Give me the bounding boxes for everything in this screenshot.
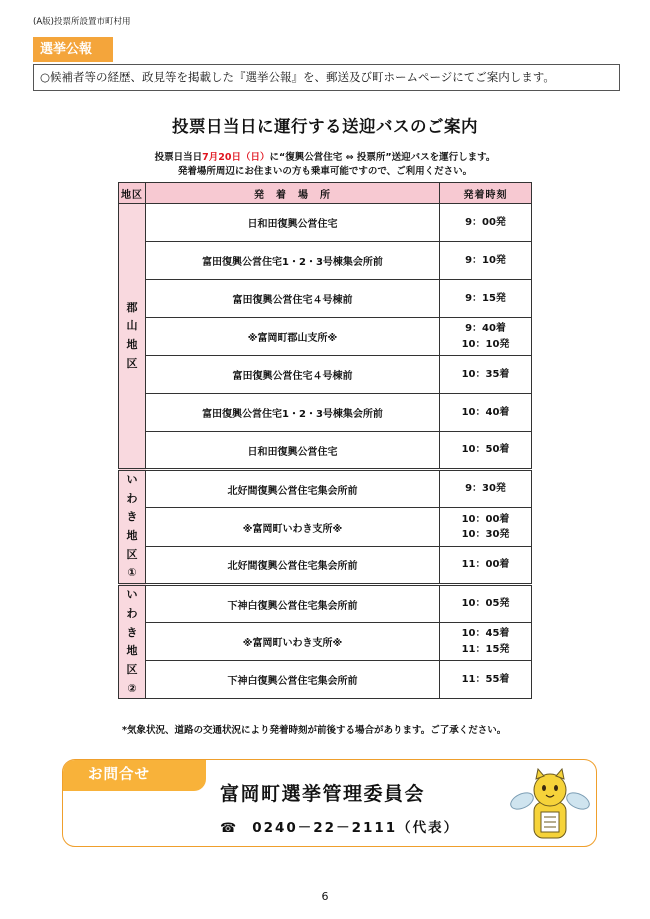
table-row bbox=[119, 242, 532, 280]
time-value: 10：40着 bbox=[461, 406, 510, 418]
area-char: 山 bbox=[126, 319, 138, 333]
place-cell: 下神白復興公営住宅集会所前 bbox=[146, 585, 440, 623]
place-cell: 下神白復興公営住宅集会所前 bbox=[146, 661, 440, 699]
time-value: 10：35着 bbox=[461, 368, 510, 380]
time-value: 10：50着 bbox=[461, 444, 510, 456]
time-value: 9：10発 bbox=[465, 254, 506, 266]
area-char: 区 bbox=[126, 356, 138, 370]
mascot-illustration bbox=[508, 768, 592, 842]
page-number: 6 bbox=[321, 890, 329, 903]
area-char: 地 bbox=[126, 644, 138, 658]
time-value: 11：15発 bbox=[461, 643, 510, 655]
place-cell: 富田復興公営住宅４号棟前 bbox=[146, 280, 440, 318]
place-cell: 北好間復興公営住宅集会所前 bbox=[146, 546, 440, 584]
phone-number: 0240－22－2111（代表） bbox=[252, 820, 460, 836]
publication-label: 選挙公報 bbox=[33, 37, 113, 62]
header-area: 地区 bbox=[119, 183, 146, 204]
time-value: 11：00着 bbox=[461, 559, 510, 571]
table-row bbox=[119, 356, 532, 394]
table-body bbox=[119, 204, 532, 699]
area-char: い bbox=[126, 588, 138, 602]
intro-line-2: 発着場所周辺にお住まいの方も乗車可能ですので、ご利用ください。 bbox=[177, 166, 473, 177]
area-char: き bbox=[126, 510, 138, 524]
area-char: き bbox=[126, 625, 138, 639]
place-cell: 富田復興公営住宅４号棟前 bbox=[146, 356, 440, 394]
place-cell: ※富岡町郡山支所※ bbox=[146, 318, 440, 356]
area-char: 郡 bbox=[126, 300, 138, 314]
contact-label: お問合せ bbox=[63, 760, 206, 791]
table-header-row bbox=[119, 183, 532, 204]
time-cell bbox=[440, 546, 532, 584]
place-cell: 富田復興公営住宅1・2・3号棟集会所前 bbox=[146, 394, 440, 432]
time-cell bbox=[440, 432, 532, 470]
time-value: 9：30発 bbox=[465, 483, 506, 495]
time-cell bbox=[440, 394, 532, 432]
area-char: わ bbox=[126, 606, 138, 620]
time-cell bbox=[440, 280, 532, 318]
page-title: 投票日当日に運行する送迎バスのご案内 bbox=[172, 117, 478, 136]
table-row bbox=[119, 508, 532, 546]
area-cell bbox=[119, 204, 146, 470]
intro-suffix: に“復興公営住宅 ⇔ 投票所”送迎バスを運行します。 bbox=[269, 152, 496, 163]
table-row bbox=[119, 280, 532, 318]
place-cell: 北好間復興公営住宅集会所前 bbox=[146, 470, 440, 508]
time-cell bbox=[440, 470, 532, 508]
header-note: (A版)投票所設置市町村用 bbox=[33, 17, 131, 27]
phone-line bbox=[220, 816, 459, 836]
time-value: 10：00着 bbox=[461, 513, 510, 525]
time-cell bbox=[440, 508, 532, 546]
area-char: 区 bbox=[126, 662, 138, 676]
table-row bbox=[119, 623, 532, 661]
table-row bbox=[119, 318, 532, 356]
area-char: い bbox=[126, 473, 138, 486]
time-cell bbox=[440, 661, 532, 699]
time-cell bbox=[440, 356, 532, 394]
time-cell bbox=[440, 204, 532, 242]
telephone-icon: ☎ bbox=[220, 821, 239, 836]
time-value: 10：45着 bbox=[461, 628, 510, 640]
time-cell bbox=[440, 242, 532, 280]
place-cell: ※富岡町いわき支所※ bbox=[146, 623, 440, 661]
area-char: ① bbox=[127, 566, 137, 580]
table-row bbox=[119, 661, 532, 699]
time-cell bbox=[440, 585, 532, 623]
publication-text: ○候補者等の経歴、政見等を掲載した『選挙公報』を、郵送及び町ホームページにてご案内します。 bbox=[33, 64, 620, 91]
intro-prefix: 投票日当日 bbox=[154, 152, 203, 163]
time-value: 9：40着 bbox=[465, 323, 506, 334]
time-value: 10：05発 bbox=[461, 598, 510, 610]
area-cell bbox=[119, 470, 146, 585]
time-value: 10：30発 bbox=[461, 529, 510, 541]
header-place: 発 着 場 所 bbox=[146, 183, 440, 204]
place-cell: ※富岡町いわき支所※ bbox=[146, 508, 440, 546]
area-char: 地 bbox=[126, 338, 138, 351]
area-char: わ bbox=[126, 491, 138, 505]
time-value: 9：15発 bbox=[465, 292, 506, 304]
place-cell: 日和田復興公営住宅 bbox=[146, 432, 440, 470]
table-row bbox=[119, 585, 532, 623]
header-time: 発着時刻 bbox=[440, 183, 532, 204]
time-value: 10：10発 bbox=[461, 338, 510, 350]
time-value: 11：55着 bbox=[461, 673, 510, 685]
footnote: *気象状況、道路の交通状況により発着時刻が前後する場合があります。ご了承ください。 bbox=[122, 725, 507, 736]
area-char: 地 bbox=[126, 529, 138, 543]
time-value: 9：00発 bbox=[465, 216, 506, 228]
time-cell bbox=[440, 623, 532, 661]
table-row bbox=[119, 470, 532, 508]
table-row bbox=[119, 204, 532, 242]
table-row bbox=[119, 394, 532, 432]
table-row bbox=[119, 546, 532, 584]
bus-schedule-table bbox=[118, 182, 532, 699]
intro-line-1 bbox=[0, 149, 650, 163]
area-char: 区 bbox=[126, 547, 138, 561]
area-cell bbox=[119, 585, 146, 699]
place-cell: 富田復興公営住宅1・2・3号棟集会所前 bbox=[146, 242, 440, 280]
place-cell: 日和田復興公営住宅 bbox=[146, 204, 440, 242]
intro-date: 7月20日（日） bbox=[202, 152, 270, 163]
committee-name: 富岡町選挙管理委員会 bbox=[220, 783, 426, 805]
area-char: ② bbox=[127, 681, 137, 695]
time-cell bbox=[440, 318, 532, 356]
table-row bbox=[119, 432, 532, 470]
